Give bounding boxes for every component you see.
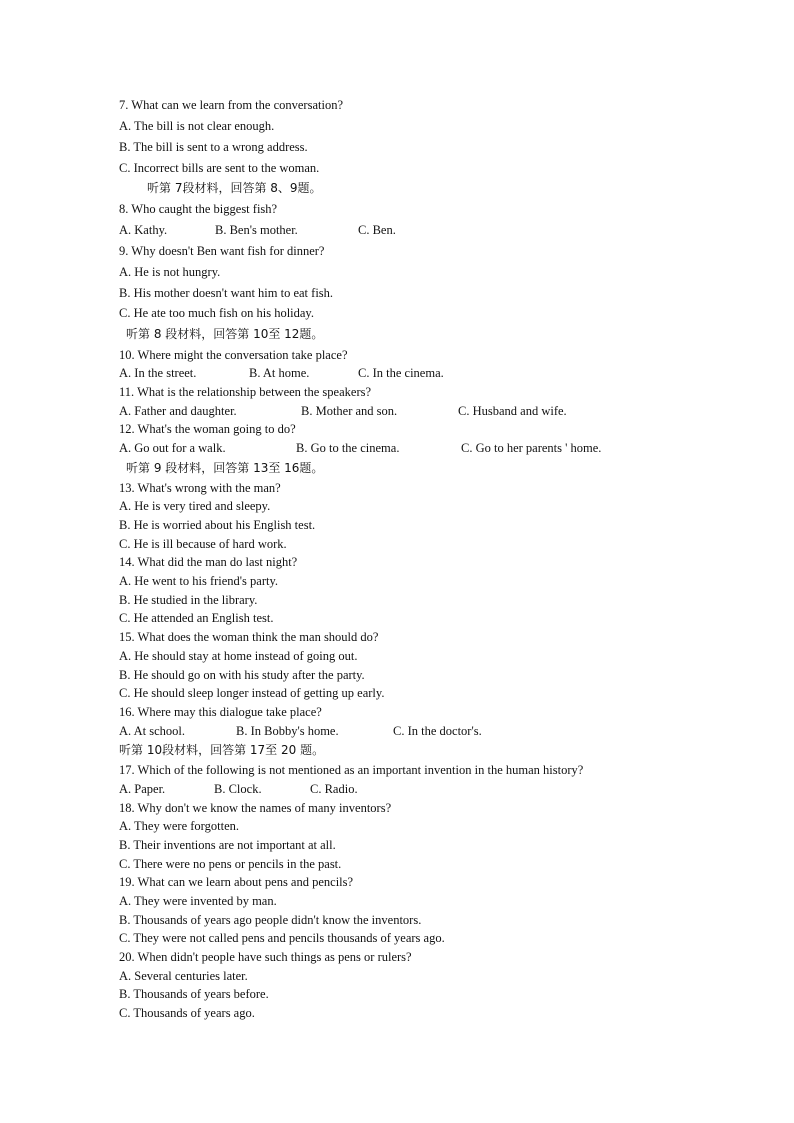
option: A. Kathy.: [119, 223, 168, 237]
question-number: 19.: [119, 875, 135, 889]
option: B. Clock.: [214, 782, 262, 796]
option: B. Ben's mother.: [215, 223, 298, 237]
section-header: 听第 7段材料，回答第 8、9题。: [147, 181, 322, 195]
question-number: 8.: [119, 202, 129, 216]
question-8: [119, 203, 277, 216]
option: B. Thousands of years ago people didn't know the inventors.: [119, 913, 422, 927]
option: B. At home.: [249, 366, 310, 380]
option: B. He should go on with his study after the party.: [119, 668, 365, 682]
question-stem: What can we learn about pens and pencils?: [137, 875, 354, 889]
option: B. Mother and son.: [301, 404, 398, 418]
option: A. They were forgotten.: [119, 819, 239, 833]
option: A. He is not hungry.: [119, 265, 221, 279]
option: A. They were invented by man.: [119, 894, 277, 908]
option: B. Go to the cinema.: [296, 441, 400, 455]
question-stem: Who caught the biggest fish?: [131, 202, 278, 216]
option: A. At school.: [119, 724, 185, 738]
option: B. The bill is sent to a wrong address.: [119, 140, 308, 154]
option: C. Thousands of years ago.: [119, 1006, 255, 1020]
option: B. In Bobby's home.: [236, 724, 339, 738]
question-10: [119, 349, 348, 362]
option: C. He ate too much fish on his holiday.: [119, 306, 314, 320]
question-number: 11.: [119, 385, 135, 399]
option: B. His mother doesn't want him to eat fish.: [119, 286, 334, 300]
option: C. Husband and wife.: [458, 404, 567, 418]
question-number: 13.: [119, 481, 135, 495]
option: B. Their inventions are not important at all.: [119, 838, 336, 852]
question-stem: What is the relationship between the speakers?: [137, 385, 372, 399]
question-7: [119, 99, 343, 112]
option: A. He went to his friend's party.: [119, 574, 279, 588]
option: A. He is very tired and sleepy.: [119, 499, 271, 513]
question-number: 10.: [119, 348, 135, 362]
question-stem: Why doesn't Ben want fish for dinner?: [131, 244, 325, 258]
question-number: 18.: [119, 801, 135, 815]
question-number: 14.: [119, 555, 135, 569]
question-number: 15.: [119, 630, 135, 644]
option: C. He should sleep longer instead of getting up early.: [119, 686, 385, 700]
question-18: [119, 802, 391, 815]
question-stem: Why don't we know the names of many inventors?: [137, 801, 392, 815]
question-17: [119, 764, 583, 777]
question-number: 12.: [119, 422, 135, 436]
question-stem: What does the woman think the man should do?: [137, 630, 379, 644]
question-stem: Which of the following is not mentioned as an important invention in the human history?: [137, 763, 584, 777]
question-15: [119, 631, 378, 644]
option: B. Thousands of years before.: [119, 987, 269, 1001]
question-20: [119, 951, 412, 964]
option: C. They were not called pens and pencils thousands of years ago.: [119, 931, 445, 945]
option: A. Paper.: [119, 782, 166, 796]
question-stem: What's wrong with the man?: [137, 481, 281, 495]
option: A. Father and daughter.: [119, 404, 237, 418]
option: C. Radio.: [310, 782, 358, 796]
section-header: 听第 10段材料，回答第 17至 20 题。: [119, 743, 325, 757]
question-number: 16.: [119, 705, 135, 719]
option: B. He studied in the library.: [119, 593, 258, 607]
question-16: [119, 706, 322, 719]
question-stem: When didn't people have such things as pens or rulers?: [137, 950, 412, 964]
question-number: 20.: [119, 950, 135, 964]
section-header: 听第 8 段材料，回答第 10至 12题。: [126, 327, 324, 341]
option: A. The bill is not clear enough.: [119, 119, 275, 133]
question-9: [119, 245, 324, 258]
option: C. Go to her parents ' home.: [461, 441, 602, 455]
question-11: [119, 386, 371, 399]
option: C. He is ill because of hard work.: [119, 537, 287, 551]
question-14: [119, 556, 297, 569]
question-12: [119, 423, 296, 436]
question-stem: What did the man do last night?: [137, 555, 298, 569]
option: A. In the street.: [119, 366, 197, 380]
option: C. In the cinema.: [358, 366, 444, 380]
question-number: 7.: [119, 98, 129, 112]
question-number: 17.: [119, 763, 135, 777]
section-header: 听第 9 段材料，回答第 13至 16题。: [126, 461, 324, 475]
option: C. In the doctor's.: [393, 724, 482, 738]
option: C. Ben.: [358, 223, 396, 237]
option: A. Go out for a walk.: [119, 441, 226, 455]
option: B. He is worried about his English test.: [119, 518, 316, 532]
question-19: [119, 876, 353, 889]
question-stem: Where might the conversation take place?: [137, 348, 348, 362]
option: C. He attended an English test.: [119, 611, 274, 625]
option: A. Several centuries later.: [119, 969, 248, 983]
option: C. Incorrect bills are sent to the woman.: [119, 161, 320, 175]
question-stem: What's the woman going to do?: [137, 422, 296, 436]
option: A. He should stay at home instead of going out.: [119, 649, 358, 663]
question-number: 9.: [119, 244, 129, 258]
question-stem: Where may this dialogue take place?: [137, 705, 322, 719]
question-13: [119, 482, 281, 495]
question-stem: What can we learn from the conversation?: [131, 98, 343, 112]
option: C. There were no pens or pencils in the past.: [119, 857, 342, 871]
